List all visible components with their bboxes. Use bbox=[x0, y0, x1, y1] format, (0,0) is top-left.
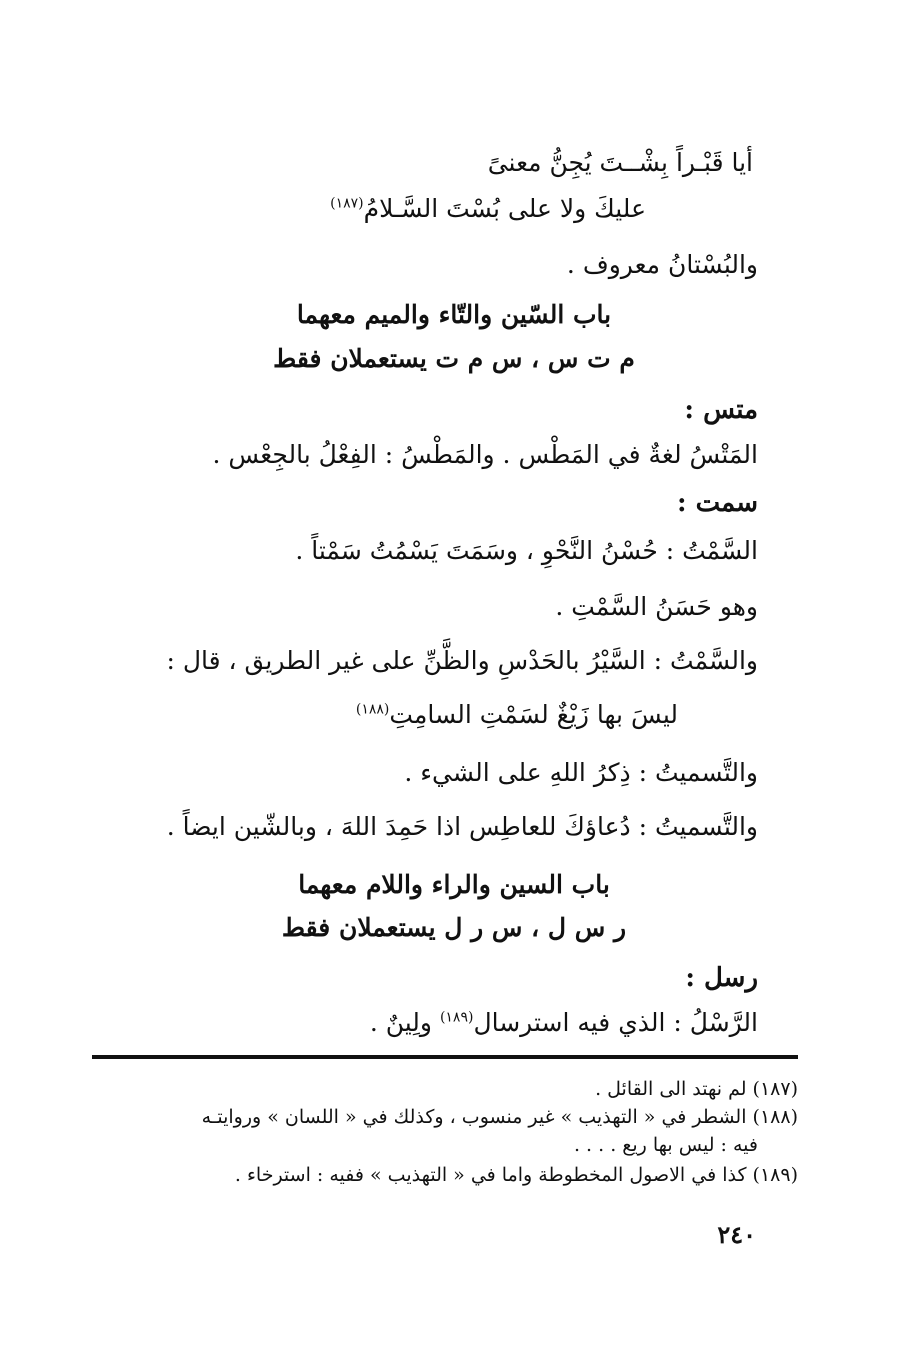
entry-smt-line-3: والسَّمْتُ : السَّيْرُ بالحَدْسِ والظَّنِّ على غير الطريق ، قال : bbox=[166, 646, 758, 675]
entry-head-rsl: رسل : bbox=[685, 963, 758, 993]
footnote-ref-187: (١٨٧) bbox=[330, 195, 364, 212]
entry-head-smt: سمت : bbox=[677, 488, 758, 518]
page-number: ٢٤٠ bbox=[717, 1220, 756, 1249]
footnote-divider bbox=[92, 1055, 798, 1059]
entry-rsl-text-b: ولِينٌ . bbox=[369, 1008, 440, 1037]
section-title-rsl: باب السين والراء واللام معهما bbox=[298, 870, 610, 899]
poem-line-2 bbox=[330, 194, 646, 224]
entry-smt-line-1: السَّمْتُ : حُسْنُ النَّحْوِ ، وسَمَتَ يَسْمُتُ سَمْتاً . bbox=[295, 536, 758, 565]
entry-rsl-text-a: الرَّسْلُ : الذي فيه استرسال bbox=[473, 1008, 758, 1037]
verse-text: ليسَ بها زَيْغٌ لسَمْتِ السامِتِ bbox=[389, 700, 678, 729]
section-subtitle-rsl: ر س ل ، س ر ل يستعملان فقط bbox=[281, 913, 627, 942]
entry-text-rsl bbox=[370, 1008, 758, 1038]
footnote-189: (١٨٩) كذا في الاصول المخطوطة واما في « التهذيب » ففيه : استرخاء . bbox=[234, 1164, 798, 1186]
entry-text-mts: المَتْسُ لغةٌ في المَطْس . والمَطْسُ : الفِعْلُ بالجِعْس . bbox=[212, 440, 758, 469]
section-subtitle-smt: م ت س ، س م ت يستعملان فقط bbox=[273, 344, 635, 373]
footnote-ref-189: (١٨٩) bbox=[439, 1009, 474, 1026]
section-title-smt: باب السّين والتّاء والميم معهما bbox=[296, 300, 612, 329]
footnote-188-line-1: (١٨٨) الشطر في « التهذيب » غير منسوب ، وكذلك في « اللسان » وروايتـه bbox=[201, 1106, 798, 1128]
footnote-188-line-2: فيه : ليس بها ريع . . . . bbox=[573, 1134, 758, 1156]
footnote-187: (١٨٧) لم نهتد الى القائل . bbox=[595, 1078, 798, 1100]
poem-line-2-text: عليكَ ولا على بُسْتَ السَّـلامُ bbox=[363, 194, 646, 223]
entry-smt-line-5: والتَّسميتُ : دُعاؤكَ للعاطِس اذا حَمِدَ اللهَ ، وبالشّين ايضاً . bbox=[166, 812, 758, 841]
entry-smt-line-2: وهو حَسَنُ السَّمْتِ . bbox=[555, 592, 758, 621]
footnote-ref-188: (١٨٨) bbox=[355, 701, 390, 718]
entry-head-mts: متس : bbox=[684, 395, 758, 425]
poem-line-1: أيا قَبْـراً بِشْــتَ يُجِنُّ معنىً bbox=[487, 148, 753, 177]
entry-smt-verse bbox=[356, 700, 678, 730]
entry-smt-line-4: والتَّسميتُ : ذِكرُ اللهِ على الشيء . bbox=[404, 758, 758, 787]
paragraph-bustan: والبُسْتانُ معروف . bbox=[566, 250, 758, 279]
